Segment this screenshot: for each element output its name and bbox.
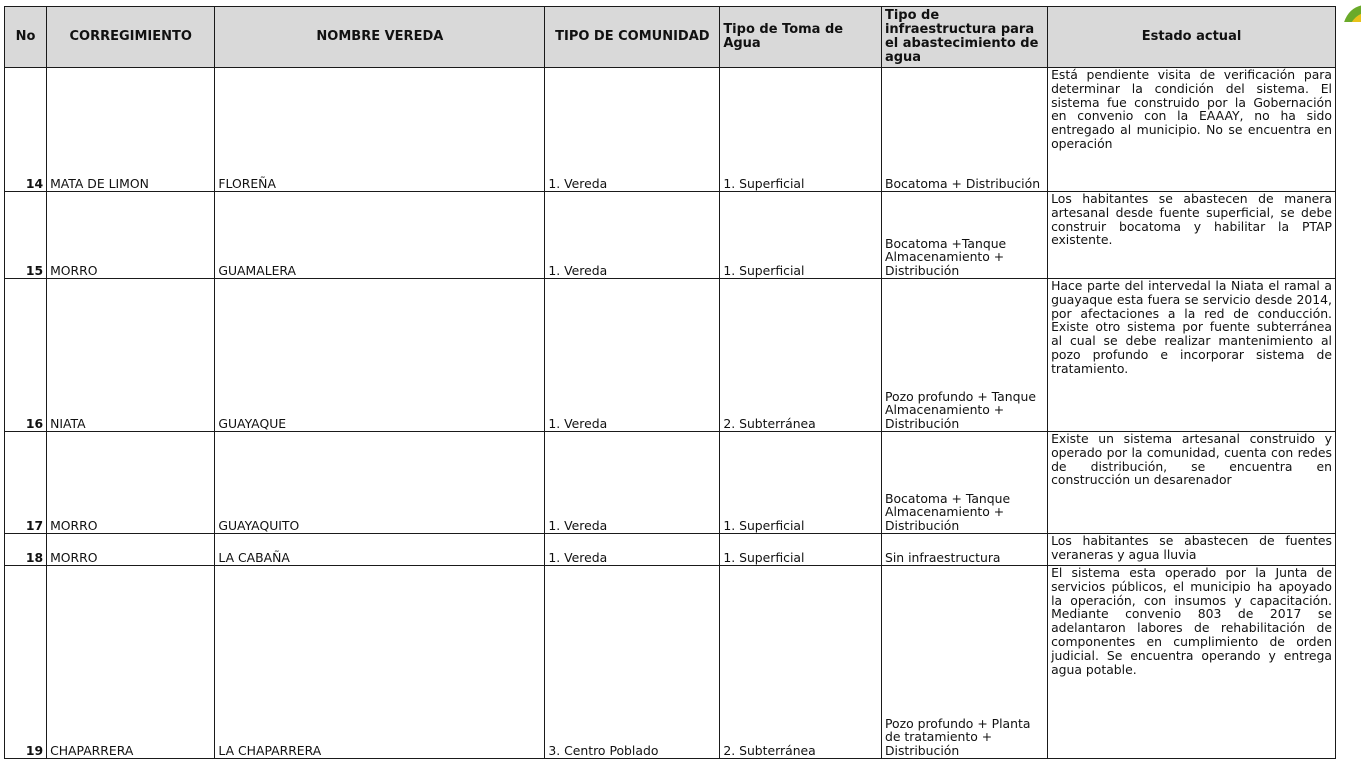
- cell-corregimiento: MORRO: [47, 534, 215, 566]
- cell-no: 17: [5, 432, 47, 534]
- table-row: [5, 279, 1336, 432]
- table-row: [5, 68, 1336, 192]
- table-row: [5, 192, 1336, 279]
- table-row: [5, 566, 1336, 759]
- cell-no: 19: [5, 566, 47, 759]
- table-row: [5, 432, 1336, 534]
- cell-comunidad: 3. Centro Poblado: [545, 566, 720, 759]
- header-corregimiento: CORREGIMIENTO: [47, 7, 215, 68]
- cell-infraestructura: Pozo profundo + Tanque Almacenamiento + Distribución: [881, 279, 1047, 432]
- cell-toma: 2. Subterránea: [720, 279, 882, 432]
- cell-no: 16: [5, 279, 47, 432]
- cell-comunidad: 1. Vereda: [545, 68, 720, 192]
- cell-no: 14: [5, 68, 47, 192]
- cell-toma: 2. Subterránea: [720, 566, 882, 759]
- cell-estado: Existe un sistema artesanal construido y operado por la comunidad, cuenta con redes de distribución, se encuentra en construcción un desarenador: [1048, 432, 1336, 534]
- cell-toma: 1. Superficial: [720, 68, 882, 192]
- table-row: [5, 534, 1336, 566]
- cell-infraestructura: Bocatoma +Tanque Almacenamiento + Distribución: [881, 192, 1047, 279]
- cell-corregimiento: MORRO: [47, 432, 215, 534]
- cell-vereda: LA CABAÑA: [215, 534, 545, 566]
- cell-infraestructura: Bocatoma + Distribución: [881, 68, 1047, 192]
- header-no: No: [5, 7, 47, 68]
- cell-vereda: GUAYAQUE: [215, 279, 545, 432]
- cell-toma: 1. Superficial: [720, 534, 882, 566]
- cell-vereda: GUAYAQUITO: [215, 432, 545, 534]
- cell-no: 18: [5, 534, 47, 566]
- cell-toma: 1. Superficial: [720, 192, 882, 279]
- cell-vereda: LA CHAPARRERA: [215, 566, 545, 759]
- cell-infraestructura: Bocatoma + Tanque Almacenamiento + Distribución: [881, 432, 1047, 534]
- cell-toma: 1. Superficial: [720, 432, 882, 534]
- header-vereda: NOMBRE VEREDA: [215, 7, 545, 68]
- header-infraestructura: Tipo de infraestructura para el abastecimiento de agua: [881, 7, 1047, 68]
- cell-vereda: GUAMALERA: [215, 192, 545, 279]
- cell-comunidad: 1. Vereda: [545, 192, 720, 279]
- cell-estado: El sistema esta operado por la Junta de servicios públicos, el municipio ha apoyado la operación, con insumos y capacitación. Mediante convenio 803 de 2017 se adelantaron labores de rehabilitación de componentes en cumplimiento de orden judicial. Se encuentra operando y entrega agua potable.: [1048, 566, 1336, 759]
- cell-infraestructura: Sin infraestructura: [881, 534, 1047, 566]
- cell-comunidad: 1. Vereda: [545, 534, 720, 566]
- header-estado: Estado actual: [1048, 7, 1336, 68]
- cell-estado: Los habitantes se abastecen de manera artesanal desde fuente superficial, se debe construir bocatoma y habilitar la PTAP existente.: [1048, 192, 1336, 279]
- cell-infraestructura: Pozo profundo + Planta de tratamiento + Distribución: [881, 566, 1047, 759]
- cell-corregimiento: MATA DE LIMON: [47, 68, 215, 192]
- cell-corregimiento: CHAPARRERA: [47, 566, 215, 759]
- header-row: [5, 7, 1336, 68]
- cell-estado: Está pendiente visita de verificación para determinar la condición del sistema. El sistema fue construido por la Gobernación en convenio con la EAAAY, no ha sido entregado al municipio. No se encuentra en operación: [1048, 68, 1336, 192]
- corner-logo-icon: [1339, 0, 1361, 22]
- cell-vereda: FLOREÑA: [215, 68, 545, 192]
- header-toma: Tipo de Toma de Agua: [720, 7, 882, 68]
- cell-corregimiento: NIATA: [47, 279, 215, 432]
- water-supply-table: [4, 6, 1336, 759]
- cell-estado: Los habitantes se abastecen de fuentes veraneras y agua lluvia: [1048, 534, 1336, 566]
- cell-corregimiento: MORRO: [47, 192, 215, 279]
- header-comunidad: TIPO DE COMUNIDAD: [545, 7, 720, 68]
- cell-no: 15: [5, 192, 47, 279]
- cell-comunidad: 1. Vereda: [545, 432, 720, 534]
- cell-estado: Hace parte del intervedal la Niata el ramal a guayaque esta fuera se servicio desde 2014, por afectaciones a la red de conducción. Existe otro sistema por fuente subterránea al cual se debe realizar mantenimiento al pozo profundo e incorporar sistema de tratamiento.: [1048, 279, 1336, 432]
- cell-comunidad: 1. Vereda: [545, 279, 720, 432]
